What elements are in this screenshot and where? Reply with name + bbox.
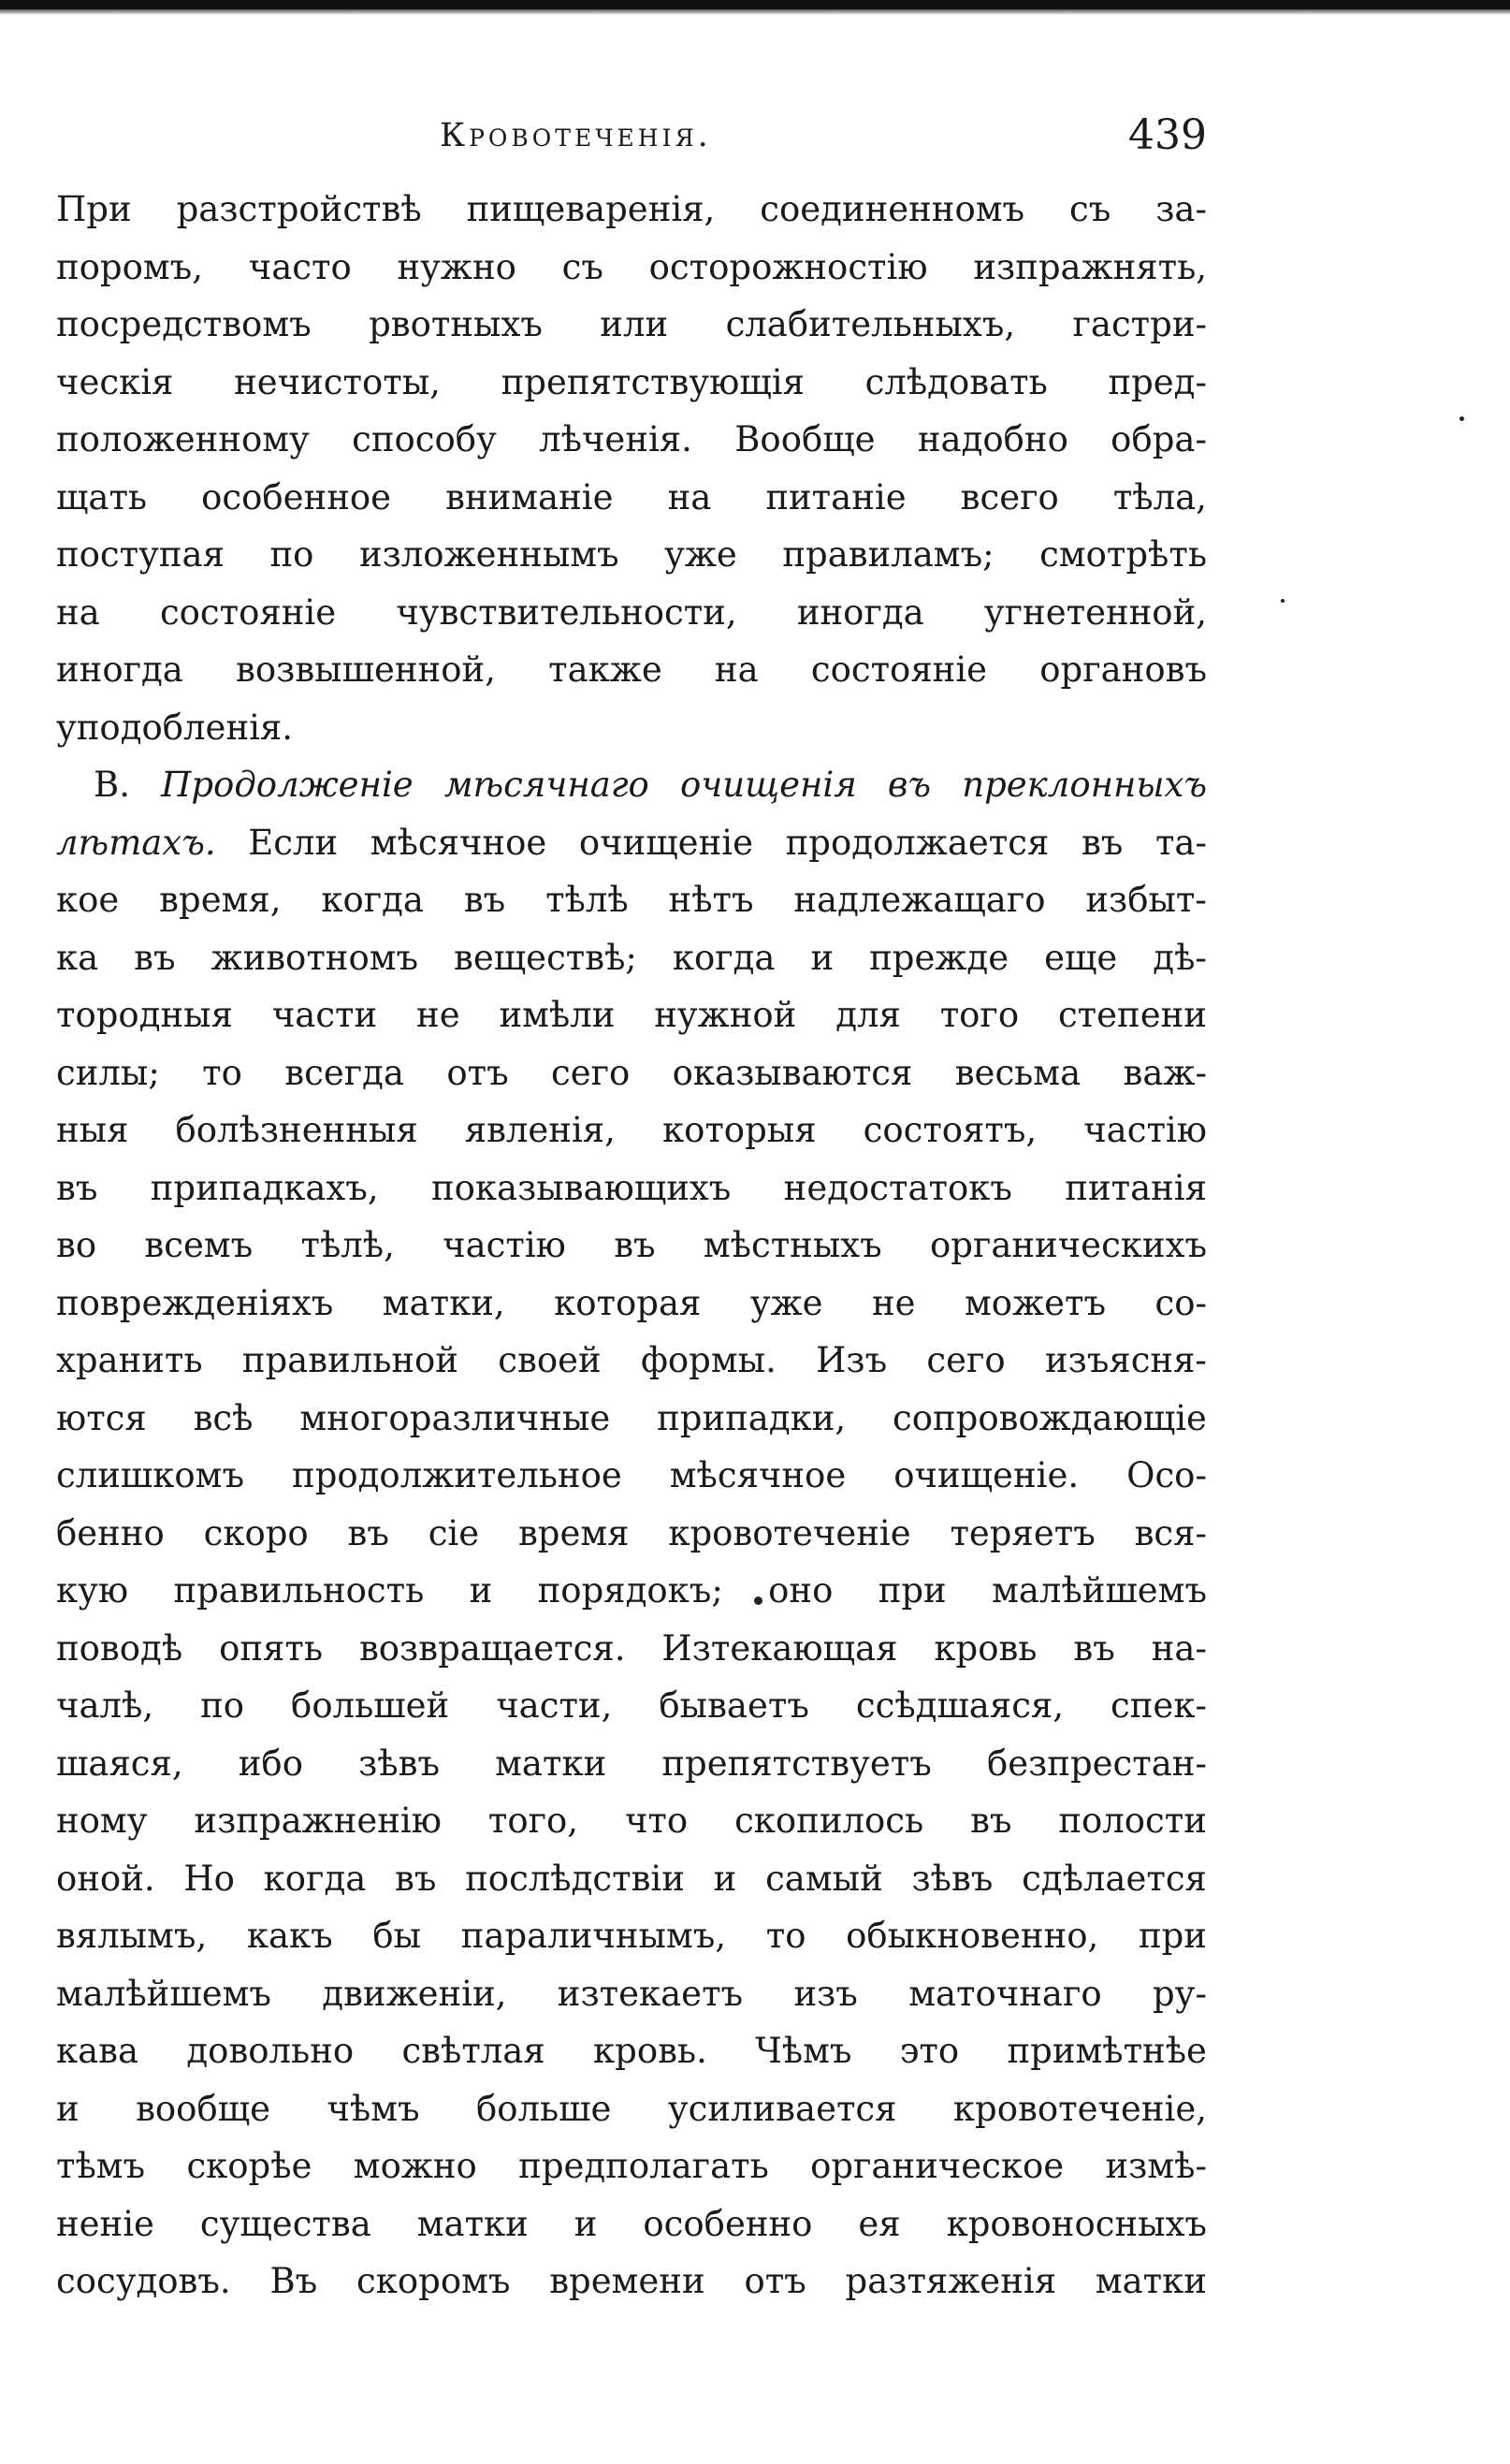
page-top-shadow [0,9,1510,15]
text-line: ныя болѣзненныя явленія, которыя состоятъ, частію [56,1110,1207,1150]
text-line: неніе существа матки и особенно ея кровоносныхъ [56,2203,1207,2244]
text-line: иногда возвышенной, также на состояніе органовъ [56,649,1207,690]
scan-speck [754,1596,762,1605]
text-line: положенному способу лѣченія. Вообще надобно обра- [56,419,1207,459]
text-line: малѣйшемъ движеніи, изтекаетъ изъ маточнаго ру- [56,1973,1207,2014]
text-line: оной. Но когда въ послѣдствіи и самый зѣвъ сдѣлается [56,1858,1207,1899]
text-line: хранить правильной своей формы. Изъ сего изъясня- [56,1340,1207,1380]
text-line: В. Продолженіе мѣсячнаго очищенія въ преклонныхъ [94,765,1207,805]
text-line: ному изпражненію того, что скопилось въ полости [56,1801,1207,1841]
text-line: сосудовъ. Въ скоромъ времени отъ разтяженія матки [56,2261,1207,2301]
text-line: поводѣ опять возвращается. Изтекающая кровь въ на- [56,1627,1207,1669]
scan-speck [1281,599,1285,603]
text-line: поступая по изложеннымъ уже правиламъ; смотрѣть [56,534,1207,575]
text-line: въ припадкахъ, показывающихъ недостатокъ питанія [56,1167,1207,1208]
text-line: на состояніе чувствительности, иногда угнетенной, [56,591,1207,633]
text-line: поврежденіяхъ матки, которая уже не можетъ со- [56,1282,1207,1323]
text-line: и вообще чѣмъ больше усиливается кровотеченіе, [56,2088,1207,2129]
text-line: лѣтахъ. Если мѣсячное очищеніе продолжается въ та- [56,822,1207,863]
text-line: чалѣ, по большей части, бываетъ ссѣдшаяся, спек- [56,1685,1207,1726]
text-line: уподобленія. [56,707,294,748]
body-text [56,181,1207,2311]
text-line: кава довольно свѣтлая кровь. Чѣмъ это примѣтнѣе [56,2031,1207,2071]
text-line: щать особенное вниманіе на питаніе всего тѣла, [56,476,1207,518]
text-line: слишкомъ продолжительное мѣсячное очищеніе. Осо- [56,1455,1207,1495]
text-line: ческія нечистоты, препятствующія слѣдовать пред- [56,361,1207,402]
text-line: посредствомъ рвотныхъ или слабительныхъ, гастри- [56,304,1207,344]
text-line: ка въ животномъ веществѣ; когда и прежде еще дѣ- [56,937,1207,978]
text-line: бенно скоро въ сіе время кровотеченіе теряетъ вся- [56,1512,1207,1553]
text-line: тородныя части не имѣли нужной для того степени [56,995,1207,1035]
page-number: 439 [1128,111,1207,159]
text-line: тѣмъ скорѣе можно предполагать органическое измѣ- [56,2146,1207,2186]
text-line: во всемъ тѣлѣ, частію въ мѣстныхъ органическихъ [56,1225,1207,1265]
text-line: шаяся, ибо зѣвъ матки препятствуетъ безпрестан- [56,1742,1207,1784]
text-line: поромъ, часто нужно съ осторожностію изпражнять, [56,246,1207,287]
scan-speck [1459,416,1464,421]
text-line: силы; то всегда отъ сего оказываются весьма важ- [56,1052,1207,1093]
running-head: Кровотеченія. [440,117,712,154]
text-line: При разстройствѣ пищеваренія, соединенномъ съ за- [56,189,1207,229]
page-header [56,111,1207,164]
text-line: вялымъ, какъ бы параличнымъ, то обыкновенно, при [56,1916,1207,1956]
text-line: кое время, когда въ тѣлѣ нѣтъ надлежащаго избыт- [56,880,1207,920]
text-line: ются всѣ многоразличные припадки, сопровождающіе [56,1397,1207,1438]
text-line: кую правильность и порядокъ; оно при малѣйшемъ [56,1570,1207,1611]
page-top-edge [0,0,1510,9]
